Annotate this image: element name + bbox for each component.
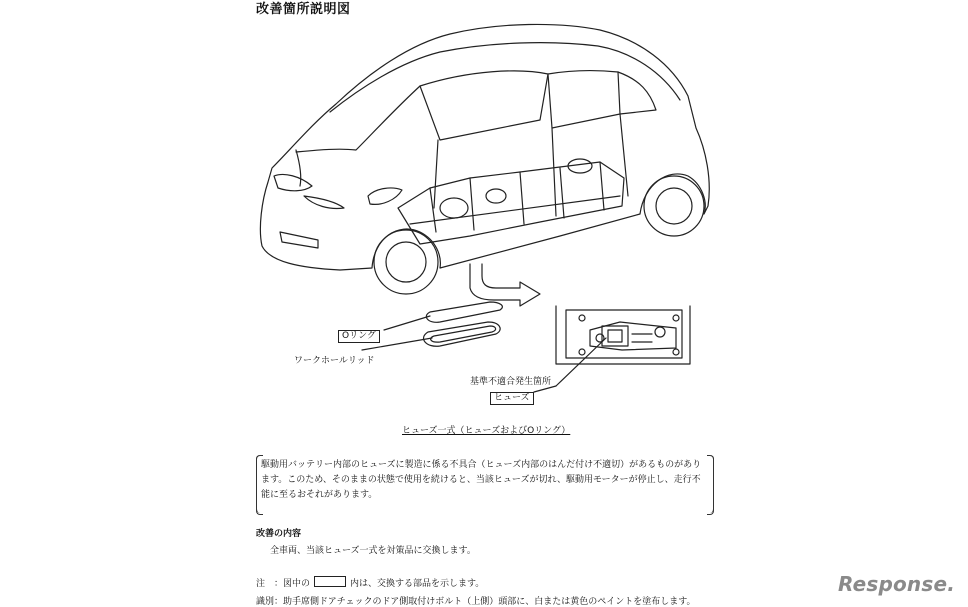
fuse-label: ヒューズ [490,392,534,405]
fuse-set-caption: ヒューズ一式（ヒューズおよびOリング） [402,426,571,436]
car-body-illustration [260,24,709,294]
fuse-detail-view [556,306,690,364]
improvement-body: 全車両、当該ヒューズ一式を対策品に交換します。 [270,546,476,556]
oring-part [426,302,502,322]
direction-arrow [470,264,540,306]
note-prefix: 注 ：図中の [256,579,311,589]
note-line [256,576,484,589]
notice-text: 駆動用バッテリー内部のヒューズに製造に係る不具合（ヒューズ内部のはんだ付け不適切）があるものがあります。このため、そのままの状態で使用を続けると、当該ヒューズが切れ、駆動用モーターが停止し、走行不能に至るおそれがあります。 [261,460,702,500]
oring-label: Oリング [338,330,380,343]
response-logo: Response. [838,572,956,596]
page-title: 改善箇所説明図 [256,2,351,17]
improvement-heading: 改善の内容 [256,529,302,539]
defect-location-label: 基準不適合発生箇所 [470,377,552,387]
identification-line: 識別：助手席側ドアチェックのドア側取付けボルト（上側）頭部に、白または黄色のペイントを塗布します。 [256,597,696,607]
notice-box [256,455,714,513]
note-suffix: 内は、交換する部品を示します。 [350,579,485,589]
workhole-lid-label: ワークホールリッド [294,356,375,366]
replacement-box-sample [314,576,346,587]
